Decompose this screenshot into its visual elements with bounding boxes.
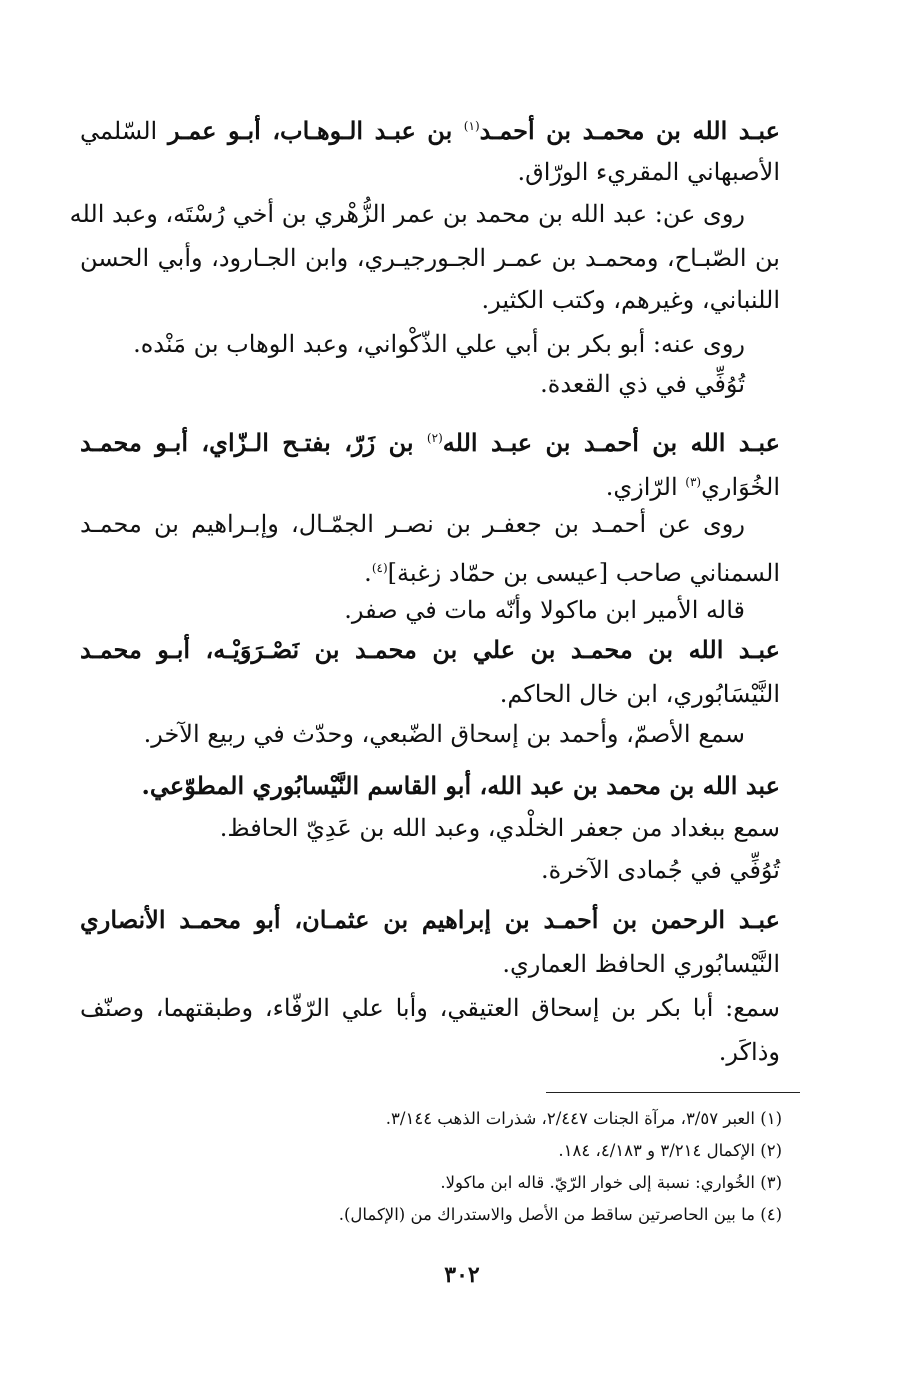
entry-text: الأصبهاني المقريء الورّاق. xyxy=(517,158,780,186)
page-number: ٣٠٢ xyxy=(444,1262,480,1288)
footnote: (١) العبر ٣/٥٧، مرآة الجنات ٢/٤٤٧، شذرات الذهب ٣/١٤٤. xyxy=(385,1109,782,1128)
body-line: روى عن أحمـد بن جعفـر بن نصـر الجمّـال، وإبـراهيم بن محمـد xyxy=(80,510,745,538)
entry-name: عبد الله بن محمد بن عبد الله، xyxy=(479,771,780,800)
footnote-divider xyxy=(546,1092,800,1093)
entry-text: النَّيْسابُوري الحافظ العماري. xyxy=(502,950,780,978)
entry-heading-line xyxy=(80,898,780,942)
body-line: سمع الأصمّ، وأحمد بن إسحاق الضّبعي، وحدّث في ربيع الآخر. xyxy=(143,720,745,748)
body-line: تُوُفِّي في جُمادى الآخرة. xyxy=(540,856,780,884)
entry-heading-line xyxy=(80,672,780,716)
body-line: سمع: أبا بكر بن إسحاق العتيقي، وأبا علي الرّفّاء، وطبقتهما، وصنّف xyxy=(80,994,780,1022)
entry-name: عبـد الله بن محمـد بن علي بن محمـد بن نَصْـرَوَيْـه، xyxy=(205,635,780,664)
body-line: قاله الأمير ابن ماكولا وأنّه مات في صفر. xyxy=(344,596,745,624)
footnote-ref: (٤) xyxy=(371,561,388,575)
entry-heading-line xyxy=(80,942,780,986)
footnote-ref: (٣) xyxy=(685,475,702,489)
entry-heading-line xyxy=(80,150,780,194)
body-line: تُوُفِّي في ذي القعدة. xyxy=(540,370,745,398)
entry-text: الخُوَاري xyxy=(701,473,780,501)
body-text: السمناني صاحب [عيسى بن حمّاد زغبة] xyxy=(387,559,780,587)
entry-text: بن زَرّ، بفتـح الـزّاي، أبـو محمـد xyxy=(80,428,427,457)
footnote: (٤) ما بين الحاصرتين ساقط من الأصل والاستدراك من (الإكمال). xyxy=(338,1205,782,1224)
entry-name: عبـد الله بن محمـد بن أحمـد xyxy=(479,116,780,145)
entry-name: بن عبـد الـوهـاب، أبـو عمـر xyxy=(168,116,464,145)
entry-text: النَّيْسَابُوري، ابن خال الحاكم. xyxy=(499,680,780,708)
entry-heading-line xyxy=(80,104,780,153)
body-line: روى عنه: أبو بكر بن أبي علي الذّكْواني، وعبد الوهاب بن مَنْده. xyxy=(133,330,745,358)
entry-text: أبـو محمـد xyxy=(80,635,206,664)
footnote: (٢) الإكمال ٣/٢١٤ و ٤/١٨٣، ١٨٤. xyxy=(558,1141,782,1160)
entry-text: السّلمي xyxy=(80,117,169,145)
entry-name: عبـد الله بن أحمـد بن عبـد الله xyxy=(442,428,780,457)
body-line: اللنباني، وغيرهم، وكتب الكثير. xyxy=(481,286,780,314)
body-line: السمناني صاحب [عيسى بن حمّاد زغبة]$^{(٤)}$. xyxy=(364,559,780,587)
footnote-ref: (١) xyxy=(463,119,480,133)
entry-text: أبو محمـد الأنصاري xyxy=(80,905,295,934)
entry-name: عبـد الرحمن بن أحمـد بن إبراهيم بن عثمـان، xyxy=(294,905,780,934)
body-line: بن الصّبـاح، ومحمـد بن عمـر الجـورجيـري، وابن الجـارود، وأبي الحسن xyxy=(80,244,780,272)
body-line: وذاكَر. xyxy=(718,1038,780,1066)
entry-text: أبو القاسم النَّيْسابُوري المطوّعي. xyxy=(141,771,480,800)
footnote-ref: (٢) xyxy=(426,431,443,445)
body-line: سمع ببغداد من جعفر الخلْدي، وعبد الله بن عَدِيّ الحافظ. xyxy=(219,814,780,842)
body-line: روى عن: عبد الله بن محمد بن عمر الزُّهْري بن أخي رُسْتَه، وعبد الله xyxy=(69,200,745,228)
entry-heading-line xyxy=(80,764,780,808)
entry-heading-line xyxy=(80,416,780,465)
footnote: (٣) الخُواري: نسبة إلى خوار الرّيّ. قاله ابن ماكولا. xyxy=(440,1173,782,1192)
entry-text: الرّازي. xyxy=(605,473,686,501)
entry-heading-line xyxy=(80,628,780,672)
